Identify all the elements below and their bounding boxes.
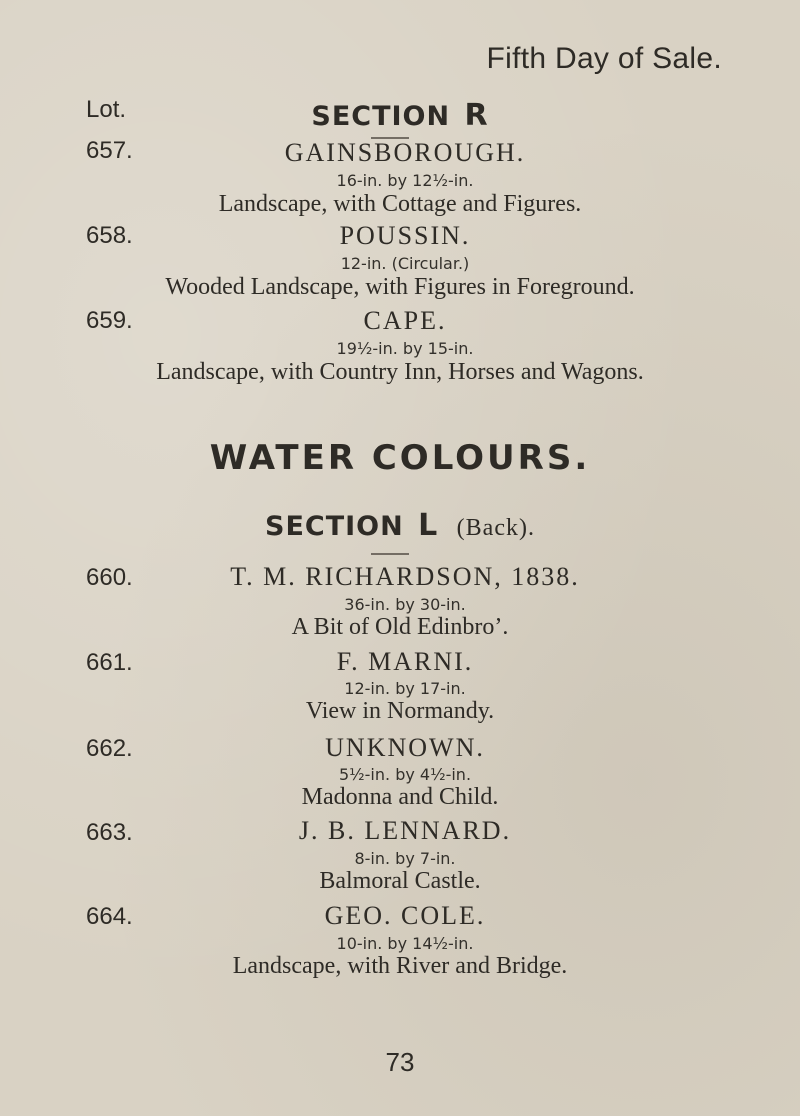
- lot-heading: Lot.: [86, 96, 127, 123]
- section-letter: L: [418, 508, 439, 543]
- lot-title: Wooded Landscape, with Figures in Foreground.: [165, 274, 635, 300]
- section-label: SECTION: [311, 101, 451, 132]
- section-note: (Back).: [456, 515, 535, 541]
- lot-size: 36-in. by 30-in.: [344, 595, 466, 614]
- lot-title: Landscape, with Country Inn, Horses and Wagons.: [156, 359, 644, 385]
- lot-artist: T. M. RICHARDSON, 1838.: [230, 562, 580, 591]
- lot-size: 8-in. by 7-in.: [354, 849, 456, 868]
- lot-size: 10-in. by 14½-in.: [336, 934, 474, 953]
- lot-number: 659.: [86, 307, 133, 334]
- running-header: Fifth Day of Sale.: [486, 42, 722, 75]
- page-number: 73: [385, 1047, 415, 1077]
- lot-number: 661.: [86, 649, 133, 676]
- section-letter: R: [464, 98, 489, 133]
- lot-number: 664.: [86, 903, 133, 930]
- section-label: SECTION: [265, 511, 404, 542]
- lot-artist: F. MARNI.: [336, 647, 474, 676]
- section-l-heading: [0, 508, 800, 543]
- lot-title: View in Normandy.: [305, 698, 495, 724]
- lot-artist: UNKNOWN.: [325, 733, 485, 762]
- lot-title: Landscape, with River and Bridge.: [232, 953, 568, 979]
- lot-title: A Bit of Old Edinbro’.: [291, 614, 509, 640]
- lot-size: 12-in. (Circular.): [340, 254, 470, 273]
- lot-number: 658.: [86, 222, 133, 249]
- watercolours-heading: WATER COLOURS.: [209, 438, 591, 478]
- lot-number: 662.: [86, 735, 133, 762]
- lot-number: 660.: [86, 564, 133, 591]
- section-divider: [371, 553, 409, 555]
- lot-size: 19½-in. by 15-in.: [336, 339, 474, 358]
- section-r-heading: [0, 98, 800, 133]
- lot-title: Landscape, with Cottage and Figures.: [218, 191, 582, 217]
- lot-number: 657.: [86, 137, 133, 164]
- lot-size: 5½-in. by 4½-in.: [338, 765, 472, 784]
- lot-artist: GEO. COLE.: [324, 901, 486, 930]
- lot-number: 663.: [86, 819, 133, 846]
- lot-title: Balmoral Castle.: [319, 868, 481, 894]
- lot-size: 12-in. by 17-in.: [344, 679, 466, 698]
- lot-artist: CAPE.: [363, 306, 447, 335]
- lot-artist: J. B. LENNARD.: [298, 816, 512, 845]
- lot-title: Madonna and Child.: [301, 784, 499, 810]
- lot-size: 16-in. by 12½-in.: [336, 171, 474, 190]
- lot-artist: POUSSIN.: [339, 221, 471, 250]
- lot-artist: GAINSBOROUGH.: [284, 138, 526, 167]
